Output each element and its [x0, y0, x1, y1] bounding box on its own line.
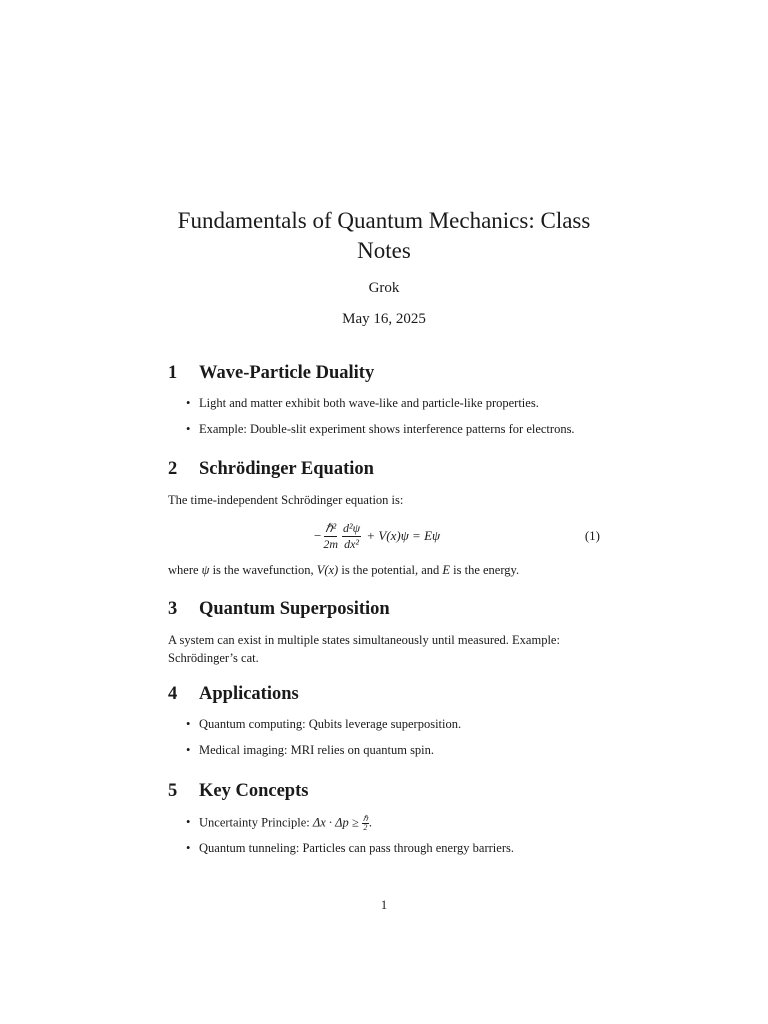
list-item-text: Uncertainty Principle:	[199, 815, 313, 830]
section-number: 5	[168, 781, 178, 801]
math-symbol: ψ	[201, 563, 210, 577]
title-line-2: Notes	[357, 238, 411, 263]
text-run: is the energy.	[450, 563, 520, 577]
list-item-text: Medical imaging: MRI relies on quantum spin.	[199, 743, 435, 757]
section-1-bullets	[168, 396, 608, 448]
section-title: Schrödinger Equation	[199, 459, 374, 479]
list-item	[168, 743, 608, 769]
section-title: Quantum Superposition	[199, 599, 390, 619]
section-title: Wave-Particle Duality	[199, 363, 375, 383]
section-title: Applications	[199, 684, 299, 704]
bullet-icon: •	[186, 841, 191, 855]
list-item-text: Light and matter exhibit both wave-like and particle-like properties.	[199, 396, 539, 410]
bullet-icon: •	[186, 396, 191, 410]
section-number: 4	[168, 684, 178, 704]
date: May 16, 2025	[342, 311, 426, 327]
list-item	[168, 422, 608, 448]
equation-body	[314, 516, 440, 556]
list-item-text: Quantum computing: Qubits leverage superposition.	[199, 717, 462, 731]
list-item	[168, 815, 608, 841]
math-symbol: V(x)	[316, 563, 339, 577]
section-4-heading	[168, 684, 299, 705]
fraction-denominator: 2m	[323, 536, 339, 551]
list-item-text: Example: Double-slit experiment shows interference patterns for electrons.	[199, 422, 575, 436]
page-number: 1	[380, 898, 388, 912]
fraction-denominator: 2	[363, 823, 368, 832]
section-title: Key Concepts	[199, 781, 309, 801]
equation-number: (1)	[584, 528, 600, 543]
section-4-bullets	[168, 717, 608, 769]
bullet-icon: •	[186, 717, 191, 731]
list-item	[168, 841, 608, 867]
list-item	[168, 396, 608, 422]
section-number: 2	[168, 459, 178, 479]
hbar-over-2-fraction	[362, 815, 369, 832]
superposition-paragraph	[168, 631, 604, 667]
fraction-denominator: dx²	[344, 536, 360, 551]
second-derivative-fraction	[342, 521, 361, 552]
fraction-numerator: ℏ	[362, 814, 368, 823]
list-item-text: .	[368, 815, 373, 830]
section-3-heading	[168, 599, 390, 620]
text-run: is the potential, and	[338, 563, 443, 577]
schrodinger-equation	[168, 516, 600, 556]
equation-minus: −	[314, 528, 322, 543]
paragraph-line: A system can exist in multiple states simultaneously until measured. Example:	[168, 633, 560, 647]
text-run: where	[168, 563, 202, 577]
text-run: is the wavefunction,	[209, 563, 317, 577]
section-number: 3	[168, 599, 178, 619]
paragraph-line: Schrödinger’s cat.	[168, 651, 259, 665]
list-item	[168, 717, 608, 743]
equation-intro: The time-independent Schrödinger equation is:	[168, 493, 404, 507]
equation-rest: + V(x)ψ = Eψ	[363, 528, 441, 543]
bullet-icon: •	[186, 422, 191, 436]
bullet-icon: •	[186, 743, 191, 757]
document-title	[168, 206, 600, 266]
section-2-heading	[168, 459, 374, 480]
fraction-numerator: ℏ²	[325, 520, 337, 535]
list-item-text: Quantum tunneling: Particles can pass through energy barriers.	[199, 841, 514, 855]
bullet-icon: •	[186, 815, 191, 829]
author: Grok	[368, 280, 400, 296]
section-1-heading	[168, 363, 374, 384]
hbar-over-2m-fraction	[323, 521, 338, 552]
section-number: 1	[168, 363, 178, 383]
math-symbol: E	[442, 563, 451, 577]
uncertainty-expression: Δx · Δp ≥	[312, 815, 362, 830]
equation-explanation	[168, 561, 604, 579]
fraction-numerator: d²ψ	[343, 520, 361, 535]
title-line-1: Fundamentals of Quantum Mechanics: Class	[177, 208, 591, 233]
section-5-bullets	[168, 815, 608, 867]
section-5-heading	[168, 781, 308, 802]
